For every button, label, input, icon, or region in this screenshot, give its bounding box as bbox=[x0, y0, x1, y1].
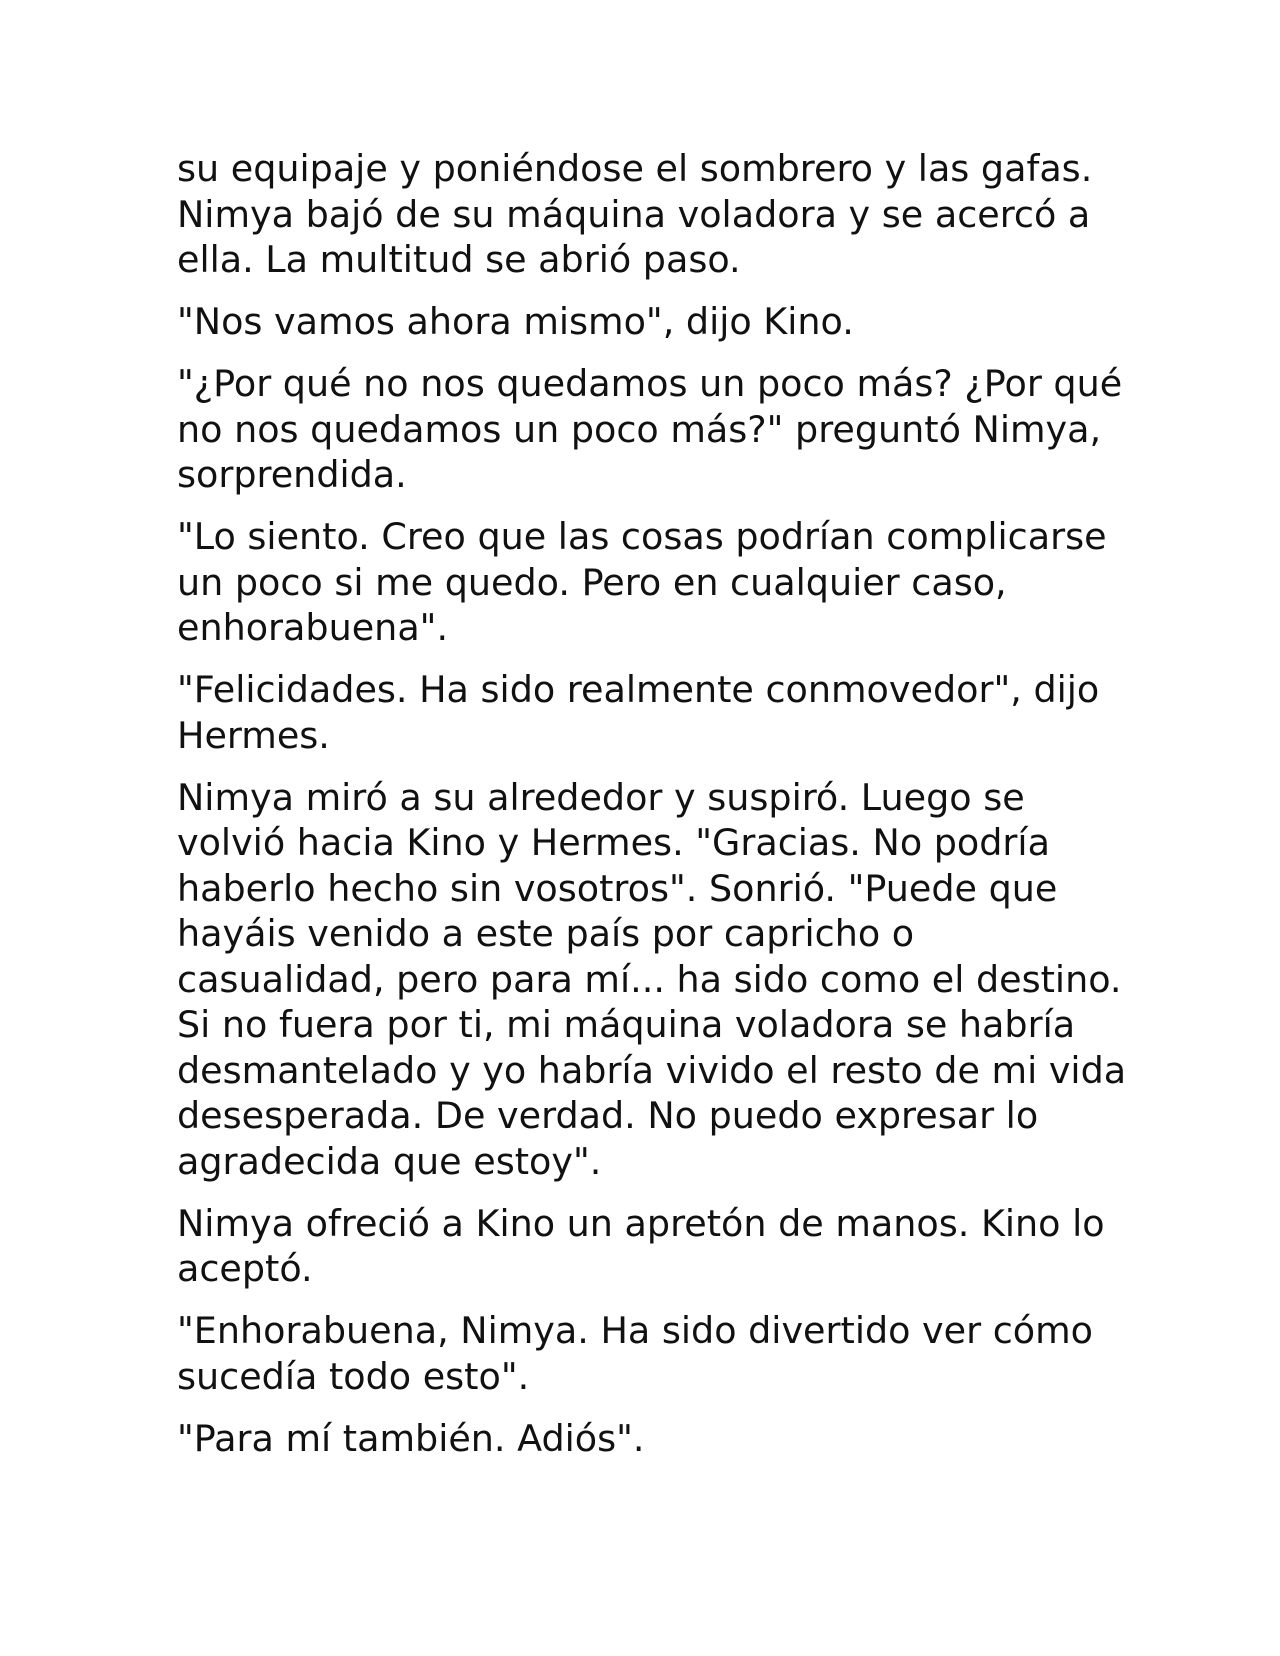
paragraph: "Felicidades. Ha sido realmente conmovedor", dijo Hermes. bbox=[177, 668, 1100, 757]
paragraph: "¿Por qué no nos quedamos un poco más? ¿Por qué no nos quedamos un poco más?" preguntó Nimya, sorprendida. bbox=[177, 362, 1123, 496]
paragraph: "Nos vamos ahora mismo", dijo Kino. bbox=[177, 300, 854, 343]
paragraph: su equipaje y poniéndose el sombrero y las gafas. Nimya bajó de su máquina voladora y se acercó a ella. La multitud se abrió paso. bbox=[177, 147, 1093, 281]
paragraph: "Enhorabuena, Nimya. Ha sido divertido ver cómo sucedía todo esto". bbox=[177, 1309, 1094, 1398]
paragraph: Nimya ofreció a Kino un apretón de manos. Kino lo aceptó. bbox=[177, 1201, 1105, 1290]
paragraph: "Para mí también. Adiós". bbox=[177, 1416, 645, 1460]
paragraph: Nimya miró a su alrededor y suspiró. Luego se volvió hacia Kino y Hermes. "Gracias. No podría haberlo hecho sin vosotros". Sonrió. "Puede que hayáis venido a este país por capricho o casualidad, pero para mí... ha sido como el destino. Si no fuera por ti, mi máquina voladora se habría desmantelado y yo habría vivido el resto de mi vida desesperada. De verdad. No puedo expresar lo agradecida que estoy". bbox=[177, 775, 1127, 1183]
body-text bbox=[177, 146, 1130, 1461]
paragraph: "Lo siento. Creo que las cosas podrían complicarse un poco si me quedo. Pero en cualquier caso, enhorabuena". bbox=[177, 515, 1107, 649]
